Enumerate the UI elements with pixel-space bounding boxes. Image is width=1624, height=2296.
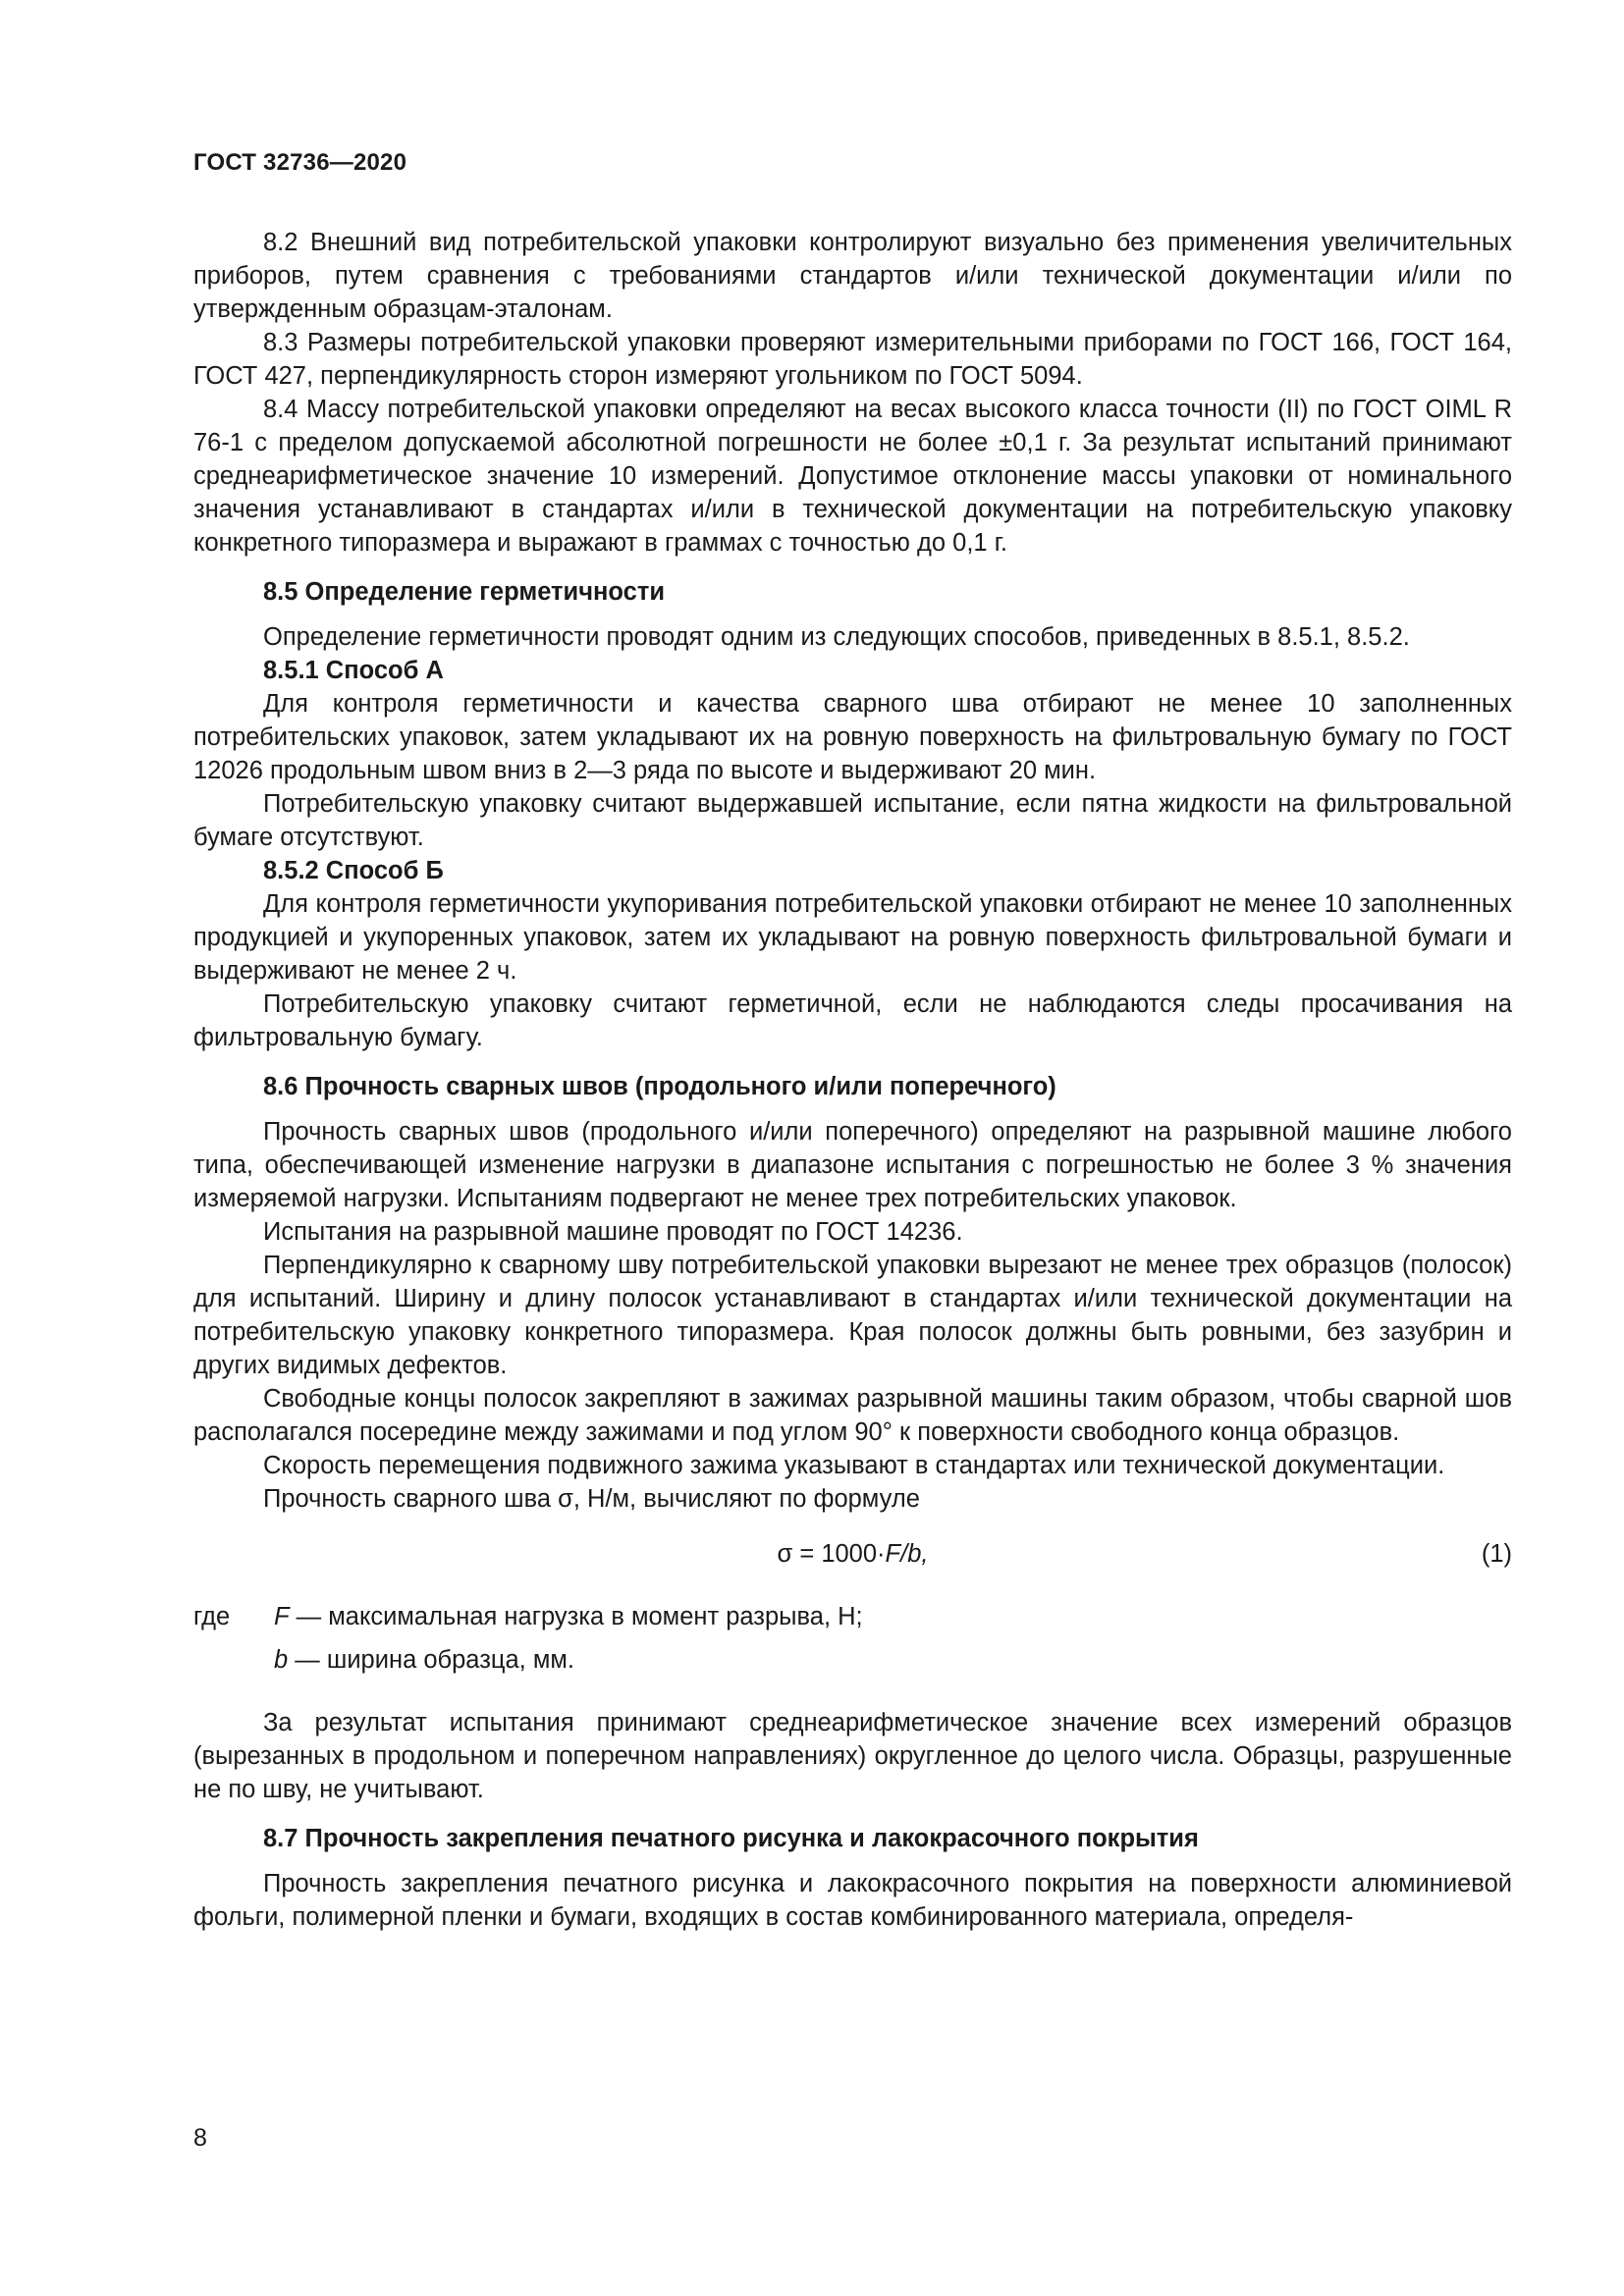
paragraph-8-6f: Прочность сварного шва σ, Н/м, вычисляют по формуле bbox=[263, 1485, 920, 1513]
heading-8-7: 8.7 Прочность закрепления печатного рисунка и лакокрасочного покрытия bbox=[263, 1825, 1199, 1852]
paragraph-8-6g: За результат испытания принимают среднеарифметическое значение всех измерений образцов (вырезанных в продольном и поперечном направлениях) округленное до целого числа. Образцы, разрушенные не по шву, не учитывают. bbox=[193, 1709, 1512, 1803]
paragraph-8-5-2b: Потребительскую упаковку считают герметичной, если не наблюдаются следы просачивания на фильтровальную бумагу. bbox=[193, 990, 1512, 1051]
paragraph-8-5-intro: Определение герметичности проводят одним из следующих способов, приведенных в 8.5.1, 8.5.2. bbox=[263, 623, 1410, 651]
document-header: ГОСТ 32736—2020 bbox=[193, 149, 407, 176]
where-b bbox=[193, 1643, 1512, 1677]
paragraph-8-6e: Скорость перемещения подвижного зажима указывают в стандартах или технической документации. bbox=[263, 1452, 1445, 1479]
formula-1 bbox=[193, 1537, 1512, 1571]
formula-lhs: σ = 1000· bbox=[777, 1540, 886, 1568]
paragraph-8-6c: Перпендикулярно к сварному шву потребительской упаковки вырезают не менее трех образцов (полосок) для испытаний. Ширину и длину полосок устанавливают в стандартах и/или технической документации на потребительскую упаковку конкретного типоразмера. Края полосок должны быть ровными, без зазубрин и других видимых дефектов. bbox=[193, 1252, 1512, 1379]
where-F bbox=[193, 1600, 1512, 1633]
formula-expression bbox=[193, 1537, 1512, 1571]
paragraph-8-3: 8.3 Размеры потребительской упаковки проверяют измерительными приборами по ГОСТ 166, ГОСТ 164, ГОСТ 427, перпендикулярность сторон измеряют угольником по ГОСТ 5094. bbox=[193, 329, 1512, 390]
document-body bbox=[193, 226, 1512, 1934]
paragraph-8-6b: Испытания на разрывной машине проводят по ГОСТ 14236. bbox=[263, 1218, 963, 1246]
where-F-var: F bbox=[274, 1603, 290, 1630]
formula-rhs: F/b, bbox=[885, 1540, 929, 1568]
page-number: 8 bbox=[193, 2124, 207, 2152]
paragraph-8-4: 8.4 Массу потребительской упаковки определяют на весах высокого класса точности (II) по ГОСТ OIML R 76-1 с пределом допускаемой абсолютной погрешности не более ±0,1 г. За результат испытаний принимают среднеарифметическое значение 10 измерений. Допустимое отклонение массы упаковки от номинального значения устанавливают в стандартах и/или в технической документации на потребительскую упаковку конкретного типоразмера и выражают в граммах с точностью до 0,1 г. bbox=[193, 396, 1512, 557]
heading-8-6: 8.6 Прочность сварных швов (продольного и/или поперечного) bbox=[263, 1073, 1056, 1100]
paragraph-8-5-1a: Для контроля герметичности и качества сварного шва отбирают не менее 10 заполненных потребительских упаковок, затем укладывают их на ровную поверхность на фильтровальную бумагу по ГОСТ 12026 продольным швом вниз в 2—3 ряда по высоте и выдерживают 20 мин. bbox=[193, 690, 1512, 784]
paragraph-8-5-1b: Потребительскую упаковку считают выдержавшей испытание, если пятна жидкости на фильтровальной бумаге отсутствуют. bbox=[193, 790, 1512, 851]
heading-8-5-1: 8.5.1 Способ А bbox=[263, 657, 444, 684]
where-b-def: — ширина образца, мм. bbox=[288, 1646, 574, 1674]
paragraph-8-5-2a: Для контроля герметичности укупоривания потребительской упаковки отбирают не менее 10 заполненных продукцией и укупоренных упаковок, затем их укладывают на ровную поверхность фильтровальной бумаги и выдерживают не менее 2 ч. bbox=[193, 890, 1512, 985]
paragraph-8-2: 8.2 Внешний вид потребительской упаковки контролируют визуально без применения увеличительных приборов, путем сравнения с требованиями стандартов и/или технической документации и/или по утвержденным образцам-эталонам. bbox=[193, 229, 1512, 323]
paragraph-8-6a: Прочность сварных швов (продольного и/или поперечного) определяют на разрывной машине любого типа, обеспечивающей изменение нагрузки в диапазоне испытания с погрешностью не более 3 % значения измеряемой нагрузки. Испытаниям подвергают не менее трех потребительских упаковок. bbox=[193, 1118, 1512, 1212]
where-label: где bbox=[193, 1603, 231, 1630]
where-F-def: — максимальная нагрузка в момент разрыва, Н; bbox=[289, 1603, 863, 1630]
heading-8-5-2: 8.5.2 Способ Б bbox=[263, 857, 444, 884]
heading-8-5: 8.5 Определение герметичности bbox=[263, 578, 665, 606]
paragraph-8-6d: Свободные концы полосок закрепляют в зажимах разрывной машины таким образом, чтобы сварной шов располагался посередине между зажимами и под углом 90° к поверхности свободного конца образцов. bbox=[193, 1385, 1512, 1446]
paragraph-8-7a: Прочность закрепления печатного рисунка и лакокрасочного покрытия на поверхности алюминиевой фольги, полимерной пленки и бумаги, входящих в состав комбинированного материала, определя- bbox=[193, 1870, 1512, 1931]
formula-number: (1) bbox=[1481, 1540, 1512, 1568]
where-b-var: b bbox=[274, 1646, 289, 1674]
